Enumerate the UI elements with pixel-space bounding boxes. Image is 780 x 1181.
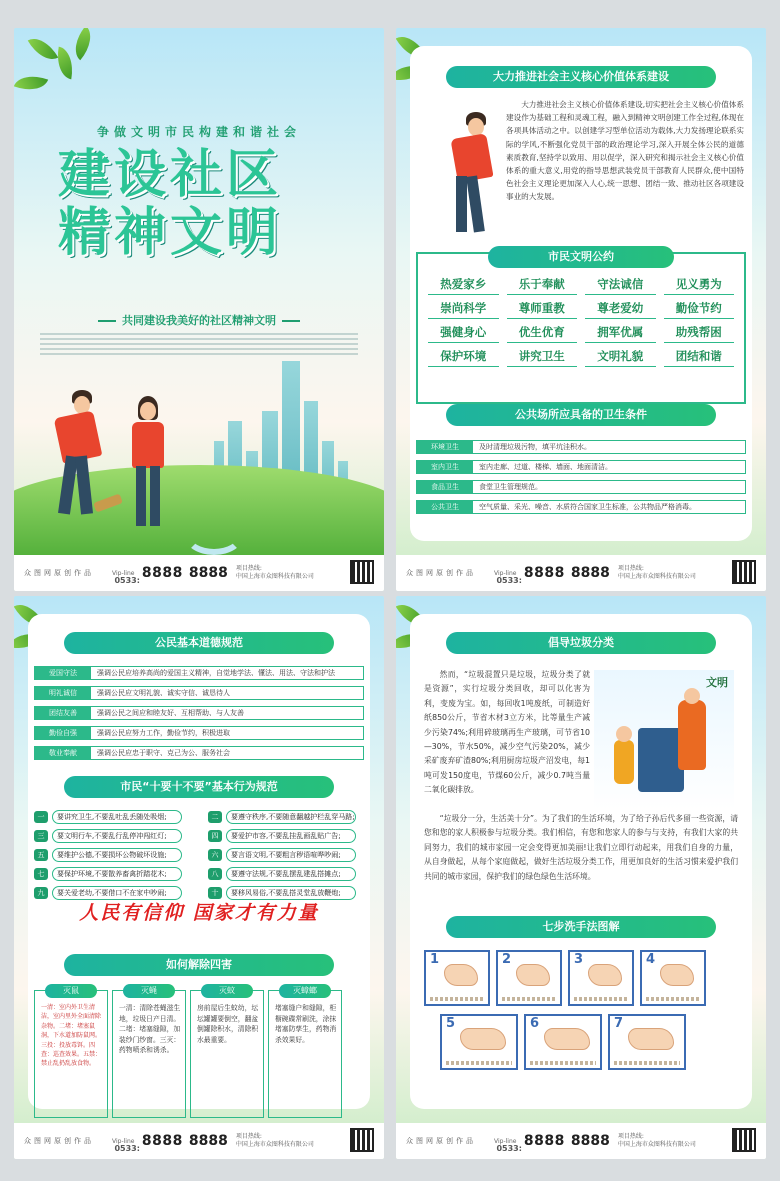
step-number: 2 (502, 952, 512, 967)
hand-icon (444, 964, 478, 986)
behavior-rule (208, 810, 356, 824)
item-label: 勤俭自强 (35, 727, 91, 739)
item-text: 强调公民应培养高尚的爱国主义精神，自觉地学法、懂法、用法、守法和护法 (97, 669, 335, 677)
section-header: 七步洗手法图解 (446, 916, 716, 938)
item-label: 公共卫生 (417, 501, 473, 513)
rule-number: 五 (34, 849, 48, 861)
behavior-rule (34, 867, 182, 881)
rule-number: 三 (34, 830, 48, 842)
hand-icon (628, 1028, 674, 1050)
list-item (34, 666, 364, 680)
civic-pact-item: 热爱家乡 (428, 276, 499, 295)
civic-pact-item: 保护环境 (428, 348, 499, 367)
core-values-text: 大力推进社会主义核心价值体系建设,切实把社会主义核心价值体系建设作为基础工程和灵魂工程，融入到精神文明创建工作全过程,体现在各项具体活动之中。以创建学习型单位活动为载体,大力发扬理论联系实际的学风,不断强化党员干部的政治理论学习,深入开展全体公民的道德素质教育,坚持学以致用、用以促学，深入研究和揭示社会主义核心价值体系的重大意义,用党的指导思想武装党员干部教育人民群众,使中国特色社会主义理论更加深入人心,统一思想、团结一致、推动社区各项建设事业的大发展。 (506, 100, 744, 202)
step-number: 6 (530, 1016, 540, 1031)
pest-title: 灭蚊 (201, 984, 253, 998)
rule-text: 要文明行车,不要乱行乱停冲闯红灯; (52, 829, 182, 843)
garbage-sorting-illustration: 文明 (594, 670, 734, 810)
poster-subtitle: 共同建设我美好的社区精神文明 (14, 312, 384, 328)
rule-text: 要爱护市容,不要乱挂乱画乱贴广告; (226, 829, 356, 843)
civic-pact-item: 崇尚科学 (428, 300, 499, 319)
civic-pact-box (416, 252, 746, 404)
volunteer-sweeping-illustration (436, 112, 496, 242)
behavior-rule (34, 829, 182, 843)
rule-text: 要维护公德,不要损坏公物破坏设施; (52, 848, 182, 862)
step-caption-decoration (502, 997, 556, 1001)
section-header: 如何解除四害 (64, 954, 334, 976)
item-text: 强调公民之间应和睦友好、互相帮助、与人友善 (97, 709, 244, 717)
hand-icon (588, 964, 622, 986)
civic-pact-item: 尊老爱幼 (585, 300, 656, 319)
step-number: 1 (430, 952, 440, 967)
list-item (34, 746, 364, 760)
civic-pact-item: 文明礼貌 (585, 348, 656, 367)
fine-print-decoration (40, 333, 358, 357)
section-header: 倡导垃圾分类 (446, 632, 716, 654)
poster-slogan: 争做文明市民构建和谐社会 (96, 125, 301, 139)
pest-card (190, 986, 264, 1118)
rule-number: 七 (34, 868, 48, 880)
poster-footer: 众图网原创作品 Vip-line 0533: 8888 8888 项目热线: 中国上海市众图科技有限公司 (396, 555, 766, 591)
civic-pact-item: 强健身心 (428, 324, 499, 343)
item-label: 爱国守法 (35, 667, 91, 679)
pest-card (268, 986, 342, 1118)
pest-title: 灭鼠 (45, 984, 97, 998)
civic-pact-item: 助残帮困 (664, 324, 735, 343)
content-card (410, 614, 752, 1109)
poster-moral-norms (14, 596, 384, 1159)
civic-pact-item: 勤俭节约 (664, 300, 735, 319)
step-caption-decoration (614, 1061, 680, 1065)
rule-number: 一 (34, 811, 48, 823)
leaf-icon (54, 47, 77, 80)
qr-code-icon (732, 1128, 756, 1152)
rule-text: 要讲究卫生,不要乱吐乱丢随处吸烟; (52, 810, 182, 824)
hand-icon (516, 964, 550, 986)
item-label: 环境卫生 (417, 441, 473, 453)
rule-number: 十 (208, 887, 222, 899)
section-header: 公共场所应具备的卫生条件 (446, 404, 716, 426)
civic-pact-item: 乐于奉献 (507, 276, 578, 295)
garbage-sorting-appeal: “垃圾分一分，生活美十分”。为了我们的生活环境，为了给子孙后代多留一些资源，请您和您的家人积极参与垃圾分类。我们相信，有您和您家人的参与与支持，有我们大家的共同努力，我们的城市家园一定会变得更加美丽!让我们立即行动起来，用我们自身的力量，从自身做起，从每个家庭做起，做好生活垃圾分类工作，用更加良好的生活习惯来爱护我们共同的城市家园，保护我们的绿色绿色生活环境。 (424, 814, 738, 881)
list-item (416, 500, 746, 514)
rule-text: 要言语文明,不要粗言秽语喧哗吵闹; (226, 848, 356, 862)
civic-pact-item: 优生优育 (507, 324, 578, 343)
item-text: 室内走廊、过道、楼梯、墙面、地面清洁。 (479, 463, 612, 471)
hand-washing-step (640, 950, 706, 1006)
behavior-rule (208, 867, 356, 881)
moral-norms-list (34, 666, 364, 766)
poster-footer: 众图网原创作品 Vip-line 0533: 8888 8888 项目热线: 中国上海市众图科技有限公司 (14, 555, 384, 591)
item-text: 及时清理垃圾污物，填平坑洼积水。 (479, 443, 591, 451)
content-card (410, 46, 752, 541)
civic-pact-item: 守法诚信 (585, 276, 656, 295)
hand-washing-step (496, 950, 562, 1006)
behavior-rule (34, 810, 182, 824)
poster-footer: 众图网原创作品 Vip-line 0533: 8888 8888 项目热线: 中国上海市众图科技有限公司 (14, 1123, 384, 1159)
river-shape (184, 515, 244, 555)
qr-code-icon (350, 1128, 374, 1152)
rule-text: 要遵守法规,不要乱摆乱建乱搭摊点; (226, 867, 356, 881)
poster-community-civilization (14, 28, 384, 591)
item-text: 食堂卫生管理规范。 (479, 483, 542, 491)
list-item (416, 440, 746, 454)
hand-washing-step (524, 1014, 602, 1070)
list-item (34, 726, 364, 740)
step-caption-decoration (430, 997, 484, 1001)
section-header: 市民文明公约 (488, 246, 674, 268)
civic-pact-grid (424, 276, 738, 367)
pest-title: 灭蟑螂 (279, 984, 331, 998)
step-number: 4 (646, 952, 656, 967)
item-text: 空气质量、采光、噪音、水质符合国家卫生标准，公共物品严格消毒。 (479, 503, 696, 511)
poster-core-values (396, 28, 766, 591)
red-slogan: 人民有信仰 国家才有力量 (79, 902, 319, 924)
civic-pact-item: 见义勇为 (664, 276, 735, 295)
item-label: 室内卫生 (417, 461, 473, 473)
behavior-rule (208, 848, 356, 862)
leaf-icon (14, 69, 48, 96)
hand-washing-step (608, 1014, 686, 1070)
civic-pact-item: 尊师重教 (507, 300, 578, 319)
section-header: 市民“十要十不要”基本行为规范 (64, 776, 334, 798)
behavior-rules-right (208, 810, 356, 905)
list-item (34, 706, 364, 720)
item-text: 强调公民应忠于职守、克己为公、服务社会 (97, 749, 230, 757)
content-card (28, 614, 370, 1109)
civic-pact-item: 讲究卫生 (507, 348, 578, 367)
leaf-icon (66, 28, 99, 60)
item-label: 食品卫生 (417, 481, 473, 493)
hand-icon (460, 1028, 506, 1050)
pest-text: 一清：清除苍蝇滋生地，垃圾日产日清。二堵：堵塞缝隙，加装纱门纱窗。三灭：药物喷杀和诱杀。 (119, 1004, 181, 1055)
hand-washing-step (440, 1014, 518, 1070)
hygiene-conditions-list (416, 440, 746, 520)
rule-number: 六 (208, 849, 222, 861)
list-item (34, 686, 364, 700)
step-caption-decoration (574, 997, 628, 1001)
behavior-rule (208, 829, 356, 843)
hand-washing-step (424, 950, 490, 1006)
volunteer-dustpan-illustration (126, 396, 170, 536)
step-number: 7 (614, 1016, 624, 1031)
section-header: 公民基本道德规范 (64, 632, 334, 654)
item-label: 团结友善 (35, 707, 91, 719)
section-header: 大力推进社会主义核心价值体系建设 (446, 66, 716, 88)
hand-icon (660, 964, 694, 986)
step-caption-decoration (646, 997, 700, 1001)
rule-text: 要保护环境,不要散养畜禽折踏花木; (52, 867, 182, 881)
item-text: 强调公民应文明礼貌、诚实守信、诚恳待人 (97, 689, 230, 697)
civic-pact-item: 拥军优属 (585, 324, 656, 343)
step-caption-decoration (446, 1061, 512, 1065)
behavior-rule (34, 848, 182, 862)
sanitation-worker-figure (678, 700, 706, 770)
poster-garbage-sorting (396, 596, 766, 1159)
civic-pact-item: 团结和谐 (664, 348, 735, 367)
poster-footer: 众图网原创作品 Vip-line 0533: 8888 8888 项目热线: 中国上海市众图科技有限公司 (396, 1123, 766, 1159)
qr-code-icon (350, 560, 374, 584)
step-caption-decoration (530, 1061, 596, 1065)
hand-washing-step (568, 950, 634, 1006)
item-text: 强调公民应努力工作，勤俭节约，积极进取 (97, 729, 230, 737)
rule-number: 九 (34, 887, 48, 899)
pest-text: 堵塞缝户和缝隙，柜橱碗碟常刷洗，涂抹堵塞防孳生，药物消杀效果好。 (275, 1004, 337, 1044)
list-item (416, 480, 746, 494)
pest-text: 一清：室内外卫生清洁，室内里外全面清除杂物。二堵：堵塞鼠洞，下水道加防鼠网。三投：投放毒饵。四查：巡查效果。五禁：禁止乱扔乱放食物。 (41, 1004, 102, 1068)
garbage-sorting-text: 然而，“垃圾混置只是垃圾，垃圾分类了就是资源”，实行垃圾分类回收，却可以化害为利，变废为宝。如，每回收1吨废纸，可制造好纸850公斤，节省木材3立方米，比等量生产减少污染74%;利用碎玻璃再生产玻璃，可节省10—30%，节水50%，减少空气污染20%，减少采矿废弃矿渣80%;利用厨房垃圾产沼发电，每1吨可发150度电，节煤60公斤，减少0.7吨当量二氧化碳排放。 (424, 670, 590, 795)
step-number: 5 (446, 1016, 456, 1031)
child-figure (614, 740, 634, 784)
pest-text: 房前屋后生蚊幼，坛坛罐罐要倒空，翻盆倒罐除积水，清除积水最重要。 (197, 1004, 259, 1044)
poster-title: 建设社区 精神文明 (58, 145, 283, 263)
qr-code-icon (732, 560, 756, 584)
rule-text: 要移风易俗,不要乱搭灵堂乱放鞭炮; (226, 886, 356, 900)
rule-number: 二 (208, 811, 222, 823)
leaf-icon (28, 32, 59, 67)
hand-icon (544, 1028, 590, 1050)
item-label: 敬业奉献 (35, 747, 91, 759)
pest-title: 灭蝇 (123, 984, 175, 998)
rule-number: 八 (208, 868, 222, 880)
list-item (416, 460, 746, 474)
step-number: 3 (574, 952, 584, 967)
pest-card (34, 986, 108, 1118)
rule-text: 要关爱老幼,不要借口不在家中吵闹; (52, 886, 182, 900)
rule-text: 要遵守秩序,不要随意翻越护栏乱穿马路; (226, 810, 356, 824)
pest-card (112, 986, 186, 1118)
rule-number: 四 (208, 830, 222, 842)
item-label: 明礼诚信 (35, 687, 91, 699)
behavior-rules-left (34, 810, 182, 905)
